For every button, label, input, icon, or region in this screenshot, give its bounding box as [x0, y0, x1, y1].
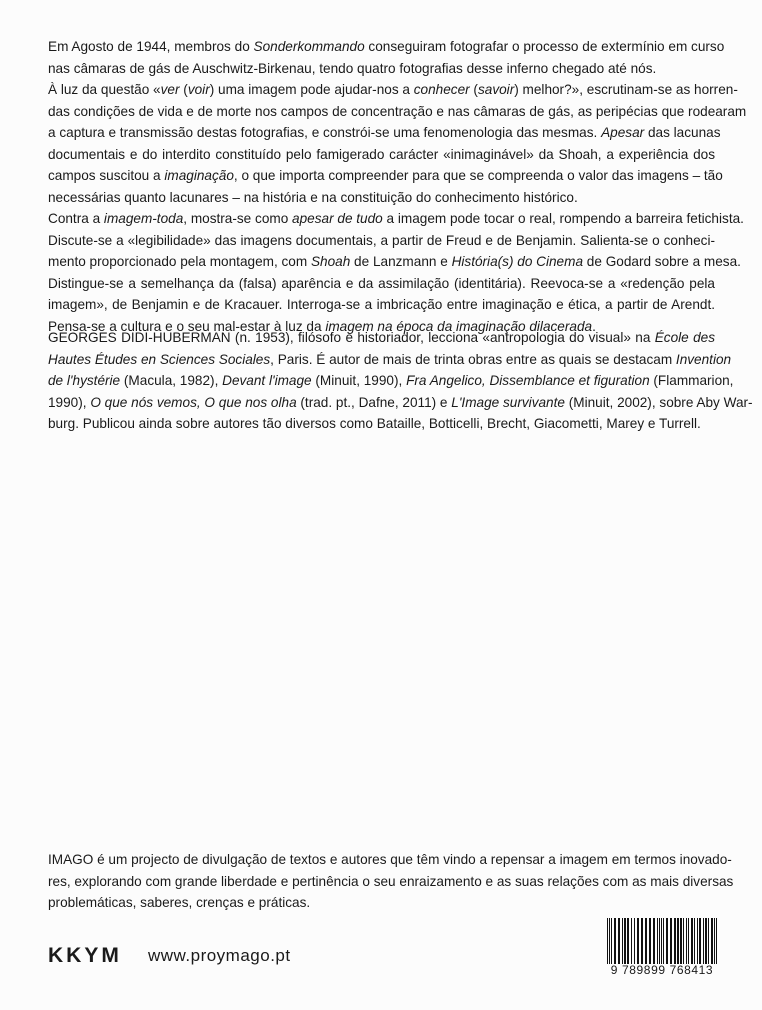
text-line: [48, 349, 732, 371]
barcode-bar: [680, 918, 682, 966]
barcode-bar: [694, 918, 695, 966]
barcode-bar: [614, 918, 616, 966]
italic-text: Invention: [675, 351, 732, 367]
text-segment: conseguiram fotografar o processo de extermínio em curso: [364, 39, 725, 54]
barcode-bar: [691, 918, 693, 966]
text-segment: (Macula, 1982),: [120, 373, 223, 388]
text-segment: À luz da questão «: [48, 82, 161, 97]
isbn-number: 9 789899 768413: [597, 964, 727, 977]
italic-text: L'Image survivante: [451, 394, 565, 410]
barcode-bar: [611, 918, 612, 966]
barcode-bar: [666, 918, 668, 966]
barcode-bar: [703, 918, 704, 966]
barcode-bar: [705, 918, 707, 966]
text-line: [48, 230, 715, 252]
barcode-bar: [627, 918, 629, 966]
italic-text: História(s) do Cinema: [451, 254, 584, 269]
text-segment: das condições de vida e de morte nos campos de concentração e nas câmaras de gás, as peripécias que rodearam: [48, 103, 747, 119]
website-link[interactable]: www.proymago.pt: [148, 946, 291, 965]
barcode-bar: [683, 918, 684, 966]
publisher-logo: KKYM: [48, 944, 122, 967]
barcode-bar: [634, 918, 635, 966]
text-line: [48, 187, 715, 209]
text-segment: Contra a: [48, 211, 104, 226]
text-line: [48, 273, 715, 295]
italic-text: ver: [160, 82, 180, 97]
text-segment: documentais e do interdito constituído pelo famigerado carácter «inimaginável» da Shoah, a experiência dos: [48, 146, 715, 162]
italic-text: Fra Angelico, Dissemblance et figuration: [406, 373, 650, 388]
barcode-bar: [708, 918, 709, 966]
text-segment: , o que importa compreender para que se compreenda o valor das imagens – tão: [233, 168, 723, 183]
text-segment: (Flammarion,: [649, 373, 734, 388]
text-segment: Discute-se a «legibilidade» das imagens documentais, a partir de Freud e de Benjamin. Salienta-se o conheci-: [48, 232, 715, 248]
barcode-bar: [663, 918, 664, 966]
text-segment: problemáticas, saberes, crenças e práticas.: [48, 895, 311, 910]
barcode-bar: [711, 918, 713, 966]
barcode-bar: [631, 918, 632, 966]
barcode-bar: [641, 918, 643, 966]
text-segment: (Minuit, 2002), sobre Aby War-: [564, 394, 753, 410]
italic-text: Devant l'image: [222, 373, 312, 388]
italic-text: O que nós vemos, O que nos olha: [90, 394, 297, 410]
barcode-bar: [645, 918, 647, 966]
text-segment: res, explorando com grande liberdade e pertinência o seu enraizamento e as suas relações com as mais diversas: [48, 873, 734, 889]
text-line: [48, 101, 747, 123]
text-segment: (trad. pt., Dafne, 2011) e: [296, 394, 452, 410]
barcode-bar: [649, 918, 651, 966]
barcode-bar: [622, 918, 623, 966]
italic-text: Hautes Études en Sciences Sociales: [48, 351, 271, 367]
barcode-bar: [618, 918, 620, 966]
text-line: [48, 165, 723, 187]
author-bio-paragraph: [48, 327, 753, 435]
italic-text: imagem na época da imaginação dilacerada: [325, 318, 593, 334]
italic-text: Apesar: [601, 125, 645, 140]
italic-text: apesar de tudo: [292, 211, 383, 226]
text-segment: (: [469, 82, 478, 97]
italic-text: École des: [654, 330, 716, 345]
text-line: [48, 294, 715, 316]
text-segment: Em Agosto de 1944, membros do: [48, 39, 254, 54]
text-segment: GEORGES DIDI-HUBERMAN (n. 1953), filósofo e historiador, lecciona «antropologia do visual» na: [48, 330, 655, 345]
italic-text: Shoah: [310, 254, 351, 269]
italic-text: imaginação: [164, 168, 234, 183]
barcode-bar: [699, 918, 701, 966]
text-segment: IMAGO é um projecto de divulgação de textos e autores que têm vindo a repensar a imagem em termos inovado-: [48, 852, 732, 867]
text-segment: ) melhor?», escrutinam-se as horren-: [514, 82, 738, 97]
barcode-bar: [670, 918, 672, 966]
synopsis-paragraph: [48, 36, 747, 337]
text-segment: , Paris. É autor de mais de trinta obras entre as quais se destacam: [270, 351, 676, 367]
text-segment: campos suscitou a: [48, 168, 165, 183]
barcode-bar: [624, 918, 626, 966]
italic-text: conhecer: [413, 82, 470, 97]
barcode-bar: [686, 918, 687, 966]
text-segment: nas câmaras de gás de Auschwitz-Birkenau, tendo quatro fotografias desse inferno chegado até nós.: [48, 60, 657, 76]
text-line: [48, 122, 721, 144]
barcode-bar: [637, 918, 639, 966]
barcode-bar: [653, 918, 655, 966]
text-line: [48, 392, 753, 414]
text-segment: das lacunas: [644, 125, 721, 140]
text-line: [48, 36, 725, 58]
text-line: [48, 871, 734, 893]
text-segment: burg. Publicou ainda sobre autores tão diversos como Bataille, Botticelli, Brecht, Giacometti, Marey e Turrell.: [48, 416, 701, 431]
text-line: [48, 413, 715, 435]
italic-text: Sonderkommando: [253, 39, 365, 54]
text-segment: de Godard sobre a mesa.: [583, 254, 741, 269]
text-segment: a captura e transmissão destas fotografias, e constrói-se uma fenomenologia das mesmas.: [48, 125, 602, 140]
barcode-bar: [688, 918, 689, 966]
text-segment: .: [592, 318, 596, 334]
barcode-bar: [677, 918, 679, 966]
text-line: [48, 144, 715, 166]
text-segment: 1990),: [48, 394, 91, 410]
italic-text: savoir: [477, 82, 515, 97]
text-segment: necessárias quanto lacunares – na história e na constituição do conhecimento histórico.: [48, 189, 578, 205]
text-segment: Distingue-se a semelhança da (falsa) aparência e da assimilação (identitária). Reevoca-se a «redenção pela: [48, 275, 715, 291]
text-line: [48, 849, 732, 871]
barcode-bar: [657, 918, 658, 966]
text-segment: imagem», de Benjamin e de Kracauer. Interroga-se a imbricação entre imaginação e ética, a partir de Arendt.: [48, 297, 715, 312]
italic-text: voir: [187, 82, 210, 97]
text-line: [48, 370, 734, 392]
barcode-bar: [697, 918, 698, 966]
text-segment: mento proporcionado pela montagem, com: [48, 254, 311, 269]
text-segment: (Minuit, 1990),: [311, 373, 407, 388]
text-segment: (: [179, 82, 188, 97]
text-segment: , mostra-se como: [183, 211, 293, 226]
text-segment: ) uma imagem pode ajudar-nos a: [209, 82, 414, 97]
text-segment: a imagem pode tocar o real, rompendo a barreira fetichista.: [382, 211, 744, 226]
text-line: [48, 327, 715, 349]
barcode-bar: [674, 918, 676, 966]
italic-text: imagem-toda: [103, 211, 184, 226]
text-segment: Pensa-se a cultura e o seu mal-estar à luz da: [48, 318, 326, 334]
collection-description-paragraph: [48, 849, 734, 914]
text-segment: de Lanzmann e: [350, 254, 452, 269]
italic-text: de l'hystérie: [48, 373, 121, 388]
text-line: [48, 892, 715, 914]
text-line: [48, 208, 744, 230]
text-line: [48, 251, 741, 273]
text-line: [48, 58, 715, 80]
text-line: [48, 79, 738, 101]
